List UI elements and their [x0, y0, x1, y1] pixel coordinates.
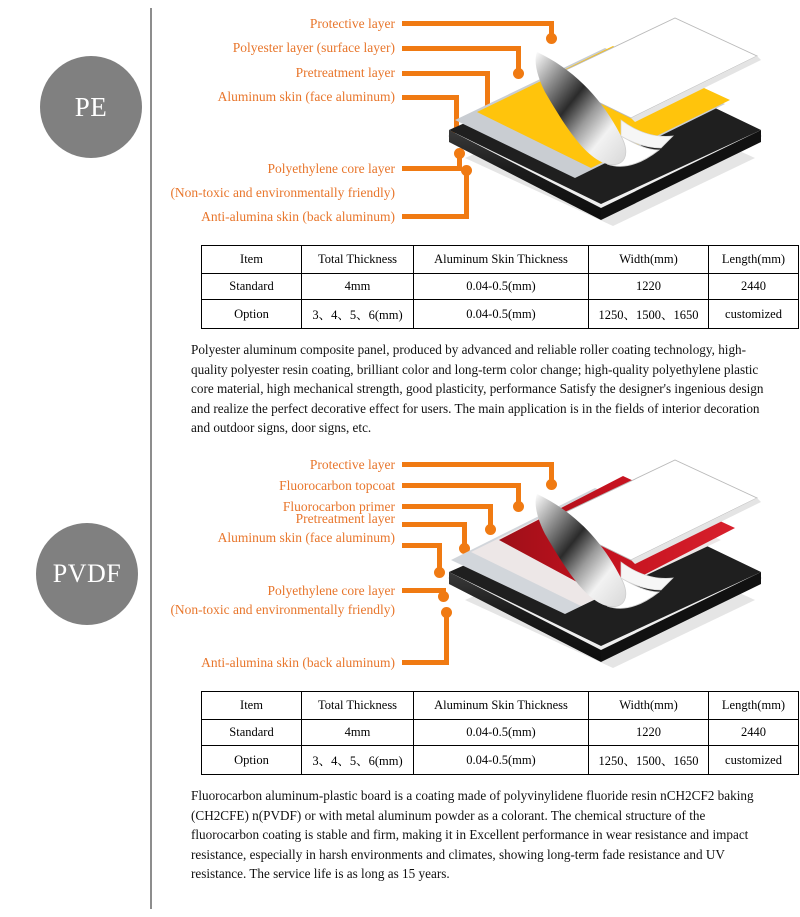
callout-pvdf-pretreatment-layer: Pretreatment layer: [295, 511, 395, 526]
cell-length: customized: [709, 746, 799, 775]
description-pvdf: Fluorocarbon aluminum-plastic board is a coating made of polyvinylidene fluoride resin nCH2CF2 baking (CH2CFE) n(PVDF) or with metal aluminum powder as a colorant. The chemical structure of the fluorocarbon coating is stable and firm, making it in Excellent performance in wear resistance and impact resistance, especially in harsh environments and climates, showing long-term fade resistance and UV resistance. The service life is as long as 15 years.: [191, 788, 754, 882]
callout-pvdf-fluorocarbon-primer: Fluorocarbon primer: [282, 499, 395, 514]
callout-pvdf-core-note: (Non-toxic and environmentally friendly): [170, 602, 395, 617]
callout-pe-pretreatment-layer: Pretreatment layer: [295, 65, 395, 80]
callout-pvdf-core-layer: Polyethylene core layer: [267, 583, 395, 598]
table-row: [202, 746, 799, 775]
callout-pe-protective-layer: Protective layer: [309, 16, 395, 31]
badge-pe-label: PE: [74, 91, 108, 122]
description-pe: Polyester aluminum composite panel, produced by advanced and reliable roller coating technology, high-quality polyester resin coating, brilliant color and long-term color change; high-quality polyethylene plastic core material, high mechanical strength, good plasticity, performance Satisfy the designer's ingenious design and realize the perfect decorative effect for users. The main application is in the fields of interior decoration and outdoor signs, door signs, etc.: [191, 342, 764, 436]
cell-item: Standard: [202, 720, 302, 746]
th-item: Item: [202, 246, 302, 274]
callout-pe-aluminum-skin: Aluminum skin (face aluminum): [217, 89, 395, 104]
callout-pvdf-aluminum-skin: Aluminum skin (face aluminum): [217, 530, 395, 545]
cell-length: 2440: [709, 274, 799, 300]
cell-skin: 0.04-0.5(mm): [414, 720, 589, 746]
callout-pe-core-note: (Non-toxic and environmentally friendly): [170, 185, 395, 200]
callout-pe-polyester-layer: Polyester layer (surface layer): [232, 40, 395, 55]
cell-item: Option: [202, 746, 302, 775]
cell-width: 1220: [589, 274, 709, 300]
panel-illustration-pvdf: [425, 450, 785, 682]
cell-skin: 0.04-0.5(mm): [414, 274, 589, 300]
spec-table-pvdf: [201, 691, 799, 775]
th-total: Total Thickness: [302, 246, 414, 274]
th-skin: Aluminum Skin Thickness: [414, 246, 589, 274]
cell-skin: 0.04-0.5(mm): [414, 746, 589, 775]
cell-length: customized: [709, 300, 799, 329]
cell-skin: 0.04-0.5(mm): [414, 300, 589, 329]
th-length: Length(mm): [709, 692, 799, 720]
cell-length: 2440: [709, 720, 799, 746]
th-item: Item: [202, 692, 302, 720]
callout-pvdf-fluorocarbon-topcoat: Fluorocarbon topcoat: [279, 478, 395, 493]
cell-total: 4mm: [302, 274, 414, 300]
th-length: Length(mm): [709, 246, 799, 274]
cell-total: 4mm: [302, 720, 414, 746]
callout-pe-core-layer: Polyethylene core layer: [267, 161, 395, 176]
table-header-row: [202, 692, 799, 720]
th-skin: Aluminum Skin Thickness: [414, 692, 589, 720]
table-row: [202, 274, 799, 300]
callout-pvdf-back-skin: Anti-alumina skin (back aluminum): [201, 655, 395, 670]
cell-item: Option: [202, 300, 302, 329]
cell-total: 3、4、5、6(mm): [302, 300, 414, 329]
th-width: Width(mm): [589, 692, 709, 720]
cell-item: Standard: [202, 274, 302, 300]
table-row: [202, 720, 799, 746]
cell-width: 1220: [589, 720, 709, 746]
cell-width: 1250、1500、1650: [589, 746, 709, 775]
th-width: Width(mm): [589, 246, 709, 274]
callout-pe-back-skin: Anti-alumina skin (back aluminum): [201, 209, 395, 224]
table-header-row: [202, 246, 799, 274]
panel-illustration-pe: [425, 8, 785, 240]
th-total: Total Thickness: [302, 692, 414, 720]
table-row: [202, 300, 799, 329]
cell-total: 3、4、5、6(mm): [302, 746, 414, 775]
badge-pvdf-label: PVDF: [52, 559, 122, 588]
cell-width: 1250、1500、1650: [589, 300, 709, 329]
spec-table-pe: [201, 245, 799, 329]
callout-pvdf-protective-layer: Protective layer: [309, 457, 395, 472]
